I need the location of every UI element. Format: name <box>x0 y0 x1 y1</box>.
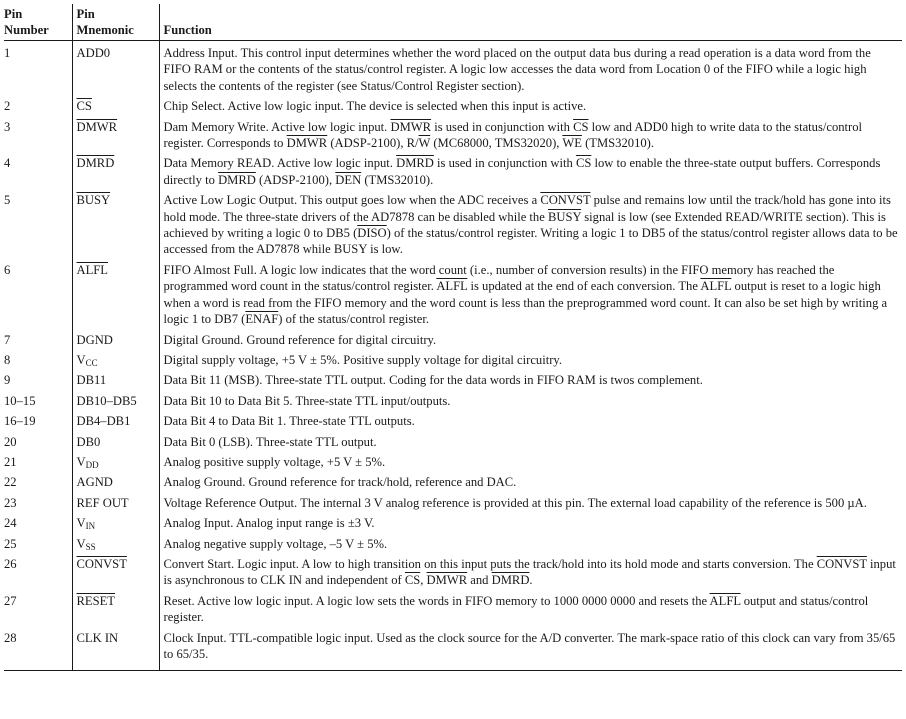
pin-mnemonic: ALFL <box>72 260 159 330</box>
table-row <box>4 153 902 190</box>
pin-number: 24 <box>4 516 17 531</box>
table-row <box>4 554 902 591</box>
pin-function: Address Input. This control input determines whether the word placed on the output data bus during a read operation is a data word from the FIFO RAM or the contents of the status/control register. A logic low accesses the data word from Location 0 of the FIFO while a logic high selects the contents of the register (see Status/Control Register section). <box>159 41 902 97</box>
pin-mnemonic: ADD0 <box>72 41 159 97</box>
table-row <box>4 96 902 116</box>
pin-function: Digital Ground. Ground reference for digital circuitry. <box>159 330 902 350</box>
header-pin-number: Pin Number <box>4 4 72 41</box>
table-header-row <box>4 4 902 41</box>
pin-number: 1 <box>4 46 11 60</box>
pin-mnemonic: REF OUT <box>72 493 159 513</box>
pin-mnemonic: $V_{DD}$ <box>72 452 159 472</box>
pin-function: Data Bit 0 (LSB). Three-state TTL output. <box>159 432 902 452</box>
pin-number: 23 <box>4 495 17 510</box>
pin-mnemonic: AGND <box>72 472 159 492</box>
pin-number: 10–15 <box>4 393 36 408</box>
pin-number: 4 <box>4 156 11 171</box>
pin-number: 25 <box>4 536 17 551</box>
pin-mnemonic: CLK IN <box>72 628 159 671</box>
pin-function: FIFO Almost Full. A logic low indicates that the word count (i.e., number of conversion results) in the FIFO memory has reached the programmed word count in the status/control register. ALFL is updated at the end of each conversion. The ALFL output is reset to a logic high when a word is read from the FIFO memory and the word count is less than the preprogrammed word count. It can also be set high by writing a logic 1 to DB7 (ENAF) of the status/control register. <box>159 260 902 330</box>
pin-mnemonic: BUSY <box>72 190 159 260</box>
pin-mnemonic: DB0 <box>72 432 159 452</box>
table-row <box>4 628 902 671</box>
table-row <box>4 190 902 260</box>
pin-number: 27 <box>4 593 17 608</box>
pin-mnemonic: DB4–DB1 <box>72 411 159 431</box>
pin-function: Data Bit 11 (MSB). Three-state TTL output. Coding for the data words in FIFO RAM is twos complement. <box>159 370 902 390</box>
table-row <box>4 391 902 411</box>
header-pin-mnemonic: Pin Mnemonic <box>72 4 159 41</box>
pin-function: Data Memory READ. Active low logic input. DMRD is used in conjunction with $\overline{CS}$ low to enable the three-state output buffers. Corresponds directly to DMRD (ADSP-2100), $\overline{DEN}$ (TMS32010). <box>159 153 902 190</box>
pin-function: Analog negative supply voltage, –5 V ± 5%. <box>159 534 902 554</box>
pin-number: 7 <box>4 332 11 347</box>
table-row <box>4 472 902 492</box>
pin-mnemonic: DMWR <box>72 117 159 154</box>
table-row <box>4 432 902 452</box>
pin-mnemonic: DMRD <box>72 153 159 190</box>
pin-function: Analog Ground. Ground reference for track/hold, reference and DAC. <box>159 472 902 492</box>
pin-number: 9 <box>4 373 11 388</box>
table-row <box>4 117 902 154</box>
pin-number: 5 <box>4 193 11 208</box>
pin-function: Analog Input. Analog input range is ±3 V. <box>159 513 902 533</box>
pin-mnemonic: $V_{SS}$ <box>72 534 159 554</box>
pin-number: 26 <box>4 556 17 571</box>
pin-mnemonic: DB10–DB5 <box>72 391 159 411</box>
pin-mnemonic: CONVST <box>72 554 159 591</box>
pin-mnemonic: DB11 <box>72 370 159 390</box>
header-function: Function <box>159 4 902 41</box>
pin-function: Clock Input. TTL-compatible logic input. Used as the clock source for the A/D converter. The mark-space ratio of this clock can vary from 35/65 to 65/35. <box>159 628 902 671</box>
pin-number: 8 <box>4 352 11 367</box>
pin-function: Data Bit 4 to Data Bit 1. Three-state TTL outputs. <box>159 411 902 431</box>
table-row <box>4 513 902 533</box>
pin-function: Dam Memory Write. Active low logic input. DMWR is used in conjunction with $\overline{CS}$ low and ADD0 high to write data to the status/control register. Corresponds to DMWR (ADSP-2100), $R/\overline{W}$ (MC68000, TMS32020), $\overline{WE}$ (TMS32010). <box>159 117 902 154</box>
pin-function: Active Low Logic Output. This output goes low when the ADC receives a CONVST pulse and remains low until the track/hold has gone into its hold mode. The three-state drivers of the AD7878 can be disabled while the BUSY signal is low (see Extended READ/WRITE section). This is achieved by writing a logic 0 to DB5 (DISO) of the status/control register. Writing a logic 1 to DB5 of the status/control register allows data to be accessed from the AD7878 while BUSY is low. <box>159 190 902 260</box>
table-row <box>4 330 902 350</box>
pin-function-table <box>4 4 902 671</box>
pin-function: Analog positive supply voltage, +5 V ± 5%. <box>159 452 902 472</box>
pin-number: 16–19 <box>4 414 36 429</box>
pin-function: Reset. Active low logic input. A logic low sets the words in FIFO memory to 1000 0000 0000 and resets the ALFL output and status/control register. <box>159 591 902 628</box>
pin-mnemonic: $V_{CC}$ <box>72 350 159 370</box>
table-row <box>4 591 902 628</box>
table-row <box>4 350 902 370</box>
pin-function: Chip Select. Active low logic input. The device is selected when this input is active. <box>159 96 902 116</box>
pin-number: 28 <box>4 628 72 671</box>
pin-number: 21 <box>4 454 17 469</box>
table-row <box>4 260 902 330</box>
pin-mnemonic: RESET <box>72 591 159 628</box>
pin-function: Convert Start. Logic input. A low to high transition on this input puts the track/hold into its hold mode and starts conversion. The CONVST input is asynchronous to CLK IN and independent of $\overline{CS}$, DMWR and DMRD. <box>159 554 902 591</box>
pin-mnemonic: $\overline{CS}$ <box>72 96 159 116</box>
pin-function: Data Bit 10 to Data Bit 5. Three-state TTL input/outputs. <box>159 391 902 411</box>
pin-number: 3 <box>4 119 11 134</box>
table-row <box>4 411 902 431</box>
table-row <box>4 370 902 390</box>
pin-number: 22 <box>4 475 17 490</box>
pin-number: 2 <box>4 99 11 114</box>
table-row <box>4 493 902 513</box>
pin-function: Digital supply voltage, +5 V ± 5%. Positive supply voltage for digital circuitry. <box>159 350 902 370</box>
pin-function: Voltage Reference Output. The internal 3 V analog reference is provided at this pin. The external load capability of the reference is 500 µA. <box>159 493 902 513</box>
table-row <box>4 41 902 97</box>
pin-mnemonic: $V_{IN}$ <box>72 513 159 533</box>
pin-mnemonic: DGND <box>72 330 159 350</box>
pin-number: 20 <box>4 434 17 449</box>
pin-number: 6 <box>4 262 11 277</box>
table-row <box>4 452 902 472</box>
table-row <box>4 534 902 554</box>
